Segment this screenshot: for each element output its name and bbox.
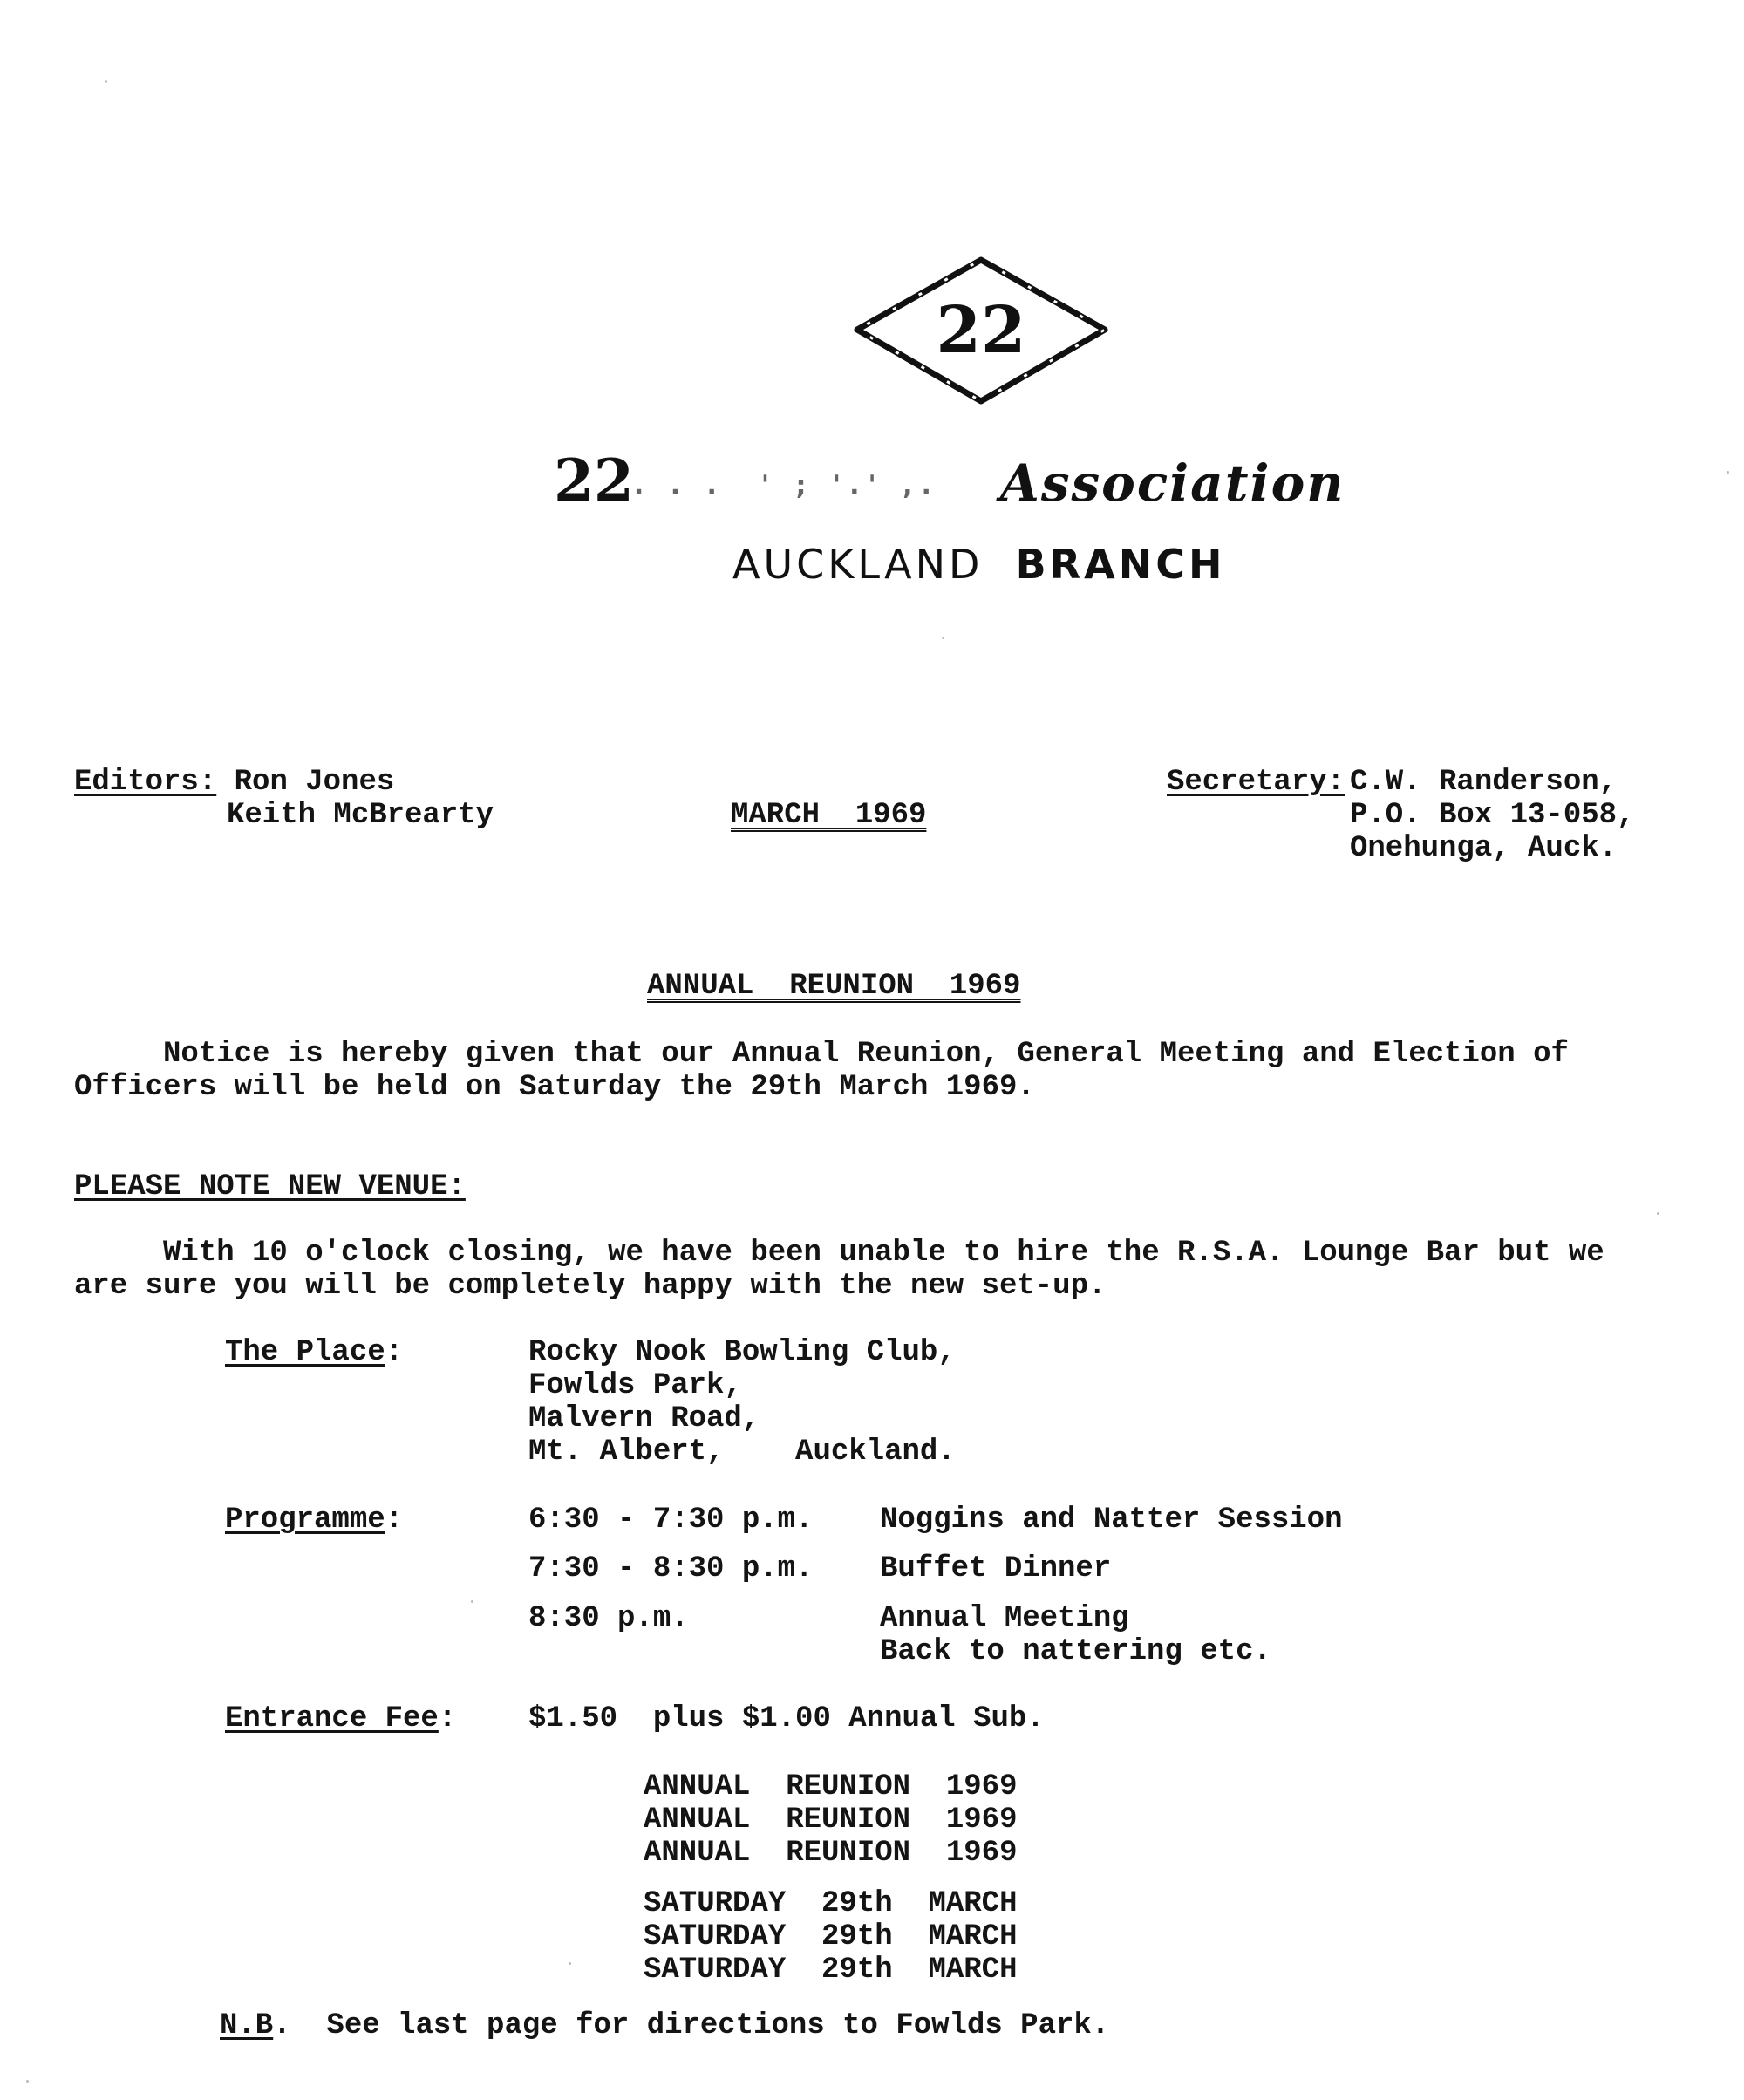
date-repeat-2: SATURDAY 29th MARCH [644, 1920, 1018, 1953]
branch-name [732, 541, 1226, 588]
editors-block [74, 766, 394, 799]
association-prefix: 22 [554, 447, 634, 515]
association-logo [850, 253, 1112, 410]
programme-time-3: 8:30 p.m. [528, 1602, 689, 1635]
programme-event-3: Annual Meeting [880, 1602, 1129, 1635]
programme-label-row [225, 1503, 403, 1537]
footnote-label: N.B [220, 2009, 274, 2042]
fee-label: Entrance Fee [225, 1702, 439, 1735]
issue-date: MARCH 1969 [731, 799, 927, 832]
reunion-repeat-3: ANNUAL REUNION 1969 [644, 1837, 1018, 1870]
notice-title: ANNUAL REUNION 1969 [647, 970, 1021, 1003]
programme-label-colon: : [385, 1503, 404, 1537]
fee-label-row [225, 1702, 456, 1735]
secretary-line-3: Onehunga, Auck. [1350, 832, 1618, 865]
scan-speck [1657, 1212, 1659, 1215]
place-label-colon: : [385, 1336, 404, 1369]
secretary-line-2: P.O. Box 13-058, [1350, 799, 1635, 832]
place-label-row [225, 1336, 403, 1369]
programme-extra: Back to nattering etc. [880, 1635, 1271, 1668]
notice-line-1: Notice is hereby given that our Annual Reunion, General Meeting and Election of [74, 1038, 1569, 1071]
diamond-emblem-icon [850, 253, 1112, 410]
place-line-1: Rocky Nook Bowling Club, [528, 1336, 956, 1369]
scan-speck [942, 637, 944, 639]
programme-time-1: 6:30 - 7:30 p.m. [528, 1503, 814, 1537]
scan-speck [471, 1600, 473, 1603]
logo-number: 22 [936, 293, 1026, 368]
programme-event-2: Buffet Dinner [880, 1552, 1112, 1585]
scan-speck [105, 80, 107, 83]
editor-name-1: Ron Jones [234, 766, 395, 799]
branch-word-2: BRANCH [1015, 541, 1226, 588]
scan-speck [26, 2080, 29, 2083]
place-label: The Place [225, 1336, 385, 1369]
place-line-2: Fowlds Park, [528, 1369, 742, 1402]
scan-speck [569, 1962, 571, 1965]
venue-line-2: are sure you will be completely happy with the new set-up. [74, 1270, 1107, 1303]
venue-line-1: With 10 o'clock closing, we have been unable to hire the R.S.A. Lounge Bar but we [74, 1237, 1604, 1270]
branch-word-1: AUCKLAND [732, 541, 984, 588]
date-repeat-3: SATURDAY 29th MARCH [644, 1953, 1018, 1987]
place-line-4: Mt. Albert, Auckland. [528, 1435, 956, 1469]
editor-name-2: Keith McBrearty [227, 799, 494, 832]
programme-time-2: 7:30 - 8:30 p.m. [528, 1552, 814, 1585]
editors-label: Editors: [74, 766, 217, 799]
association-faded-text: . . . ' ; '.' ,. [633, 470, 940, 501]
scan-speck [1727, 471, 1729, 474]
fee-label-colon: : [438, 1702, 457, 1735]
fee-value: $1.50 plus $1.00 Annual Sub. [528, 1702, 1045, 1735]
footnote-label-dot: . [273, 2009, 291, 2042]
reunion-repeat-1: ANNUAL REUNION 1969 [644, 1770, 1018, 1803]
venue-heading: PLEASE NOTE NEW VENUE: [74, 1170, 466, 1203]
notice-line-2: Officers will be held on Saturday the 29th March 1969. [74, 1071, 1035, 1104]
secretary-line-1: C.W. Randerson, [1350, 766, 1618, 799]
programme-event-1: Noggins and Natter Session [880, 1503, 1343, 1537]
association-name [554, 447, 1345, 515]
date-repeat-1: SATURDAY 29th MARCH [644, 1887, 1018, 1920]
secretary-label: Secretary: [1167, 766, 1345, 799]
place-line-3: Malvern Road, [528, 1402, 760, 1435]
footnote-text: See last page for directions to Fowlds Park. [290, 2009, 1110, 2042]
association-suffix: Association [999, 453, 1345, 513]
footnote [220, 2009, 1109, 2042]
programme-label: Programme [225, 1503, 385, 1537]
reunion-repeat-2: ANNUAL REUNION 1969 [644, 1803, 1018, 1837]
